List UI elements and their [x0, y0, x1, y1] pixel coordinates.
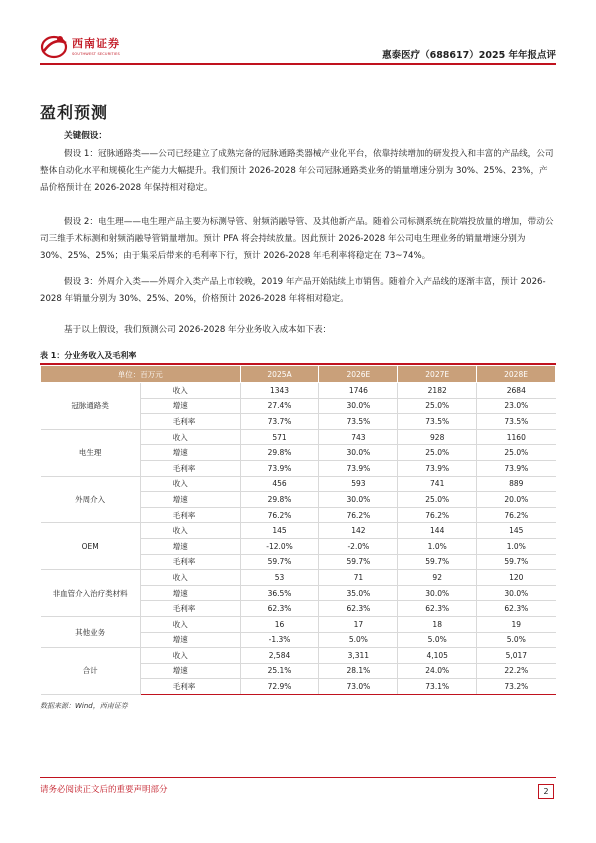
table-cell: 741	[398, 476, 477, 492]
table-cell: 35.0%	[319, 585, 398, 601]
table-row	[41, 616, 556, 632]
table-row	[41, 523, 556, 539]
table-cell: 17	[319, 616, 398, 632]
segment-name: 非血管介入治疗类材料	[41, 570, 141, 617]
metric-label: 增速	[140, 538, 240, 554]
segment-name: OEM	[41, 523, 141, 570]
table-cell: 593	[319, 476, 398, 492]
table-cell: 25.0%	[398, 492, 477, 508]
table-row	[41, 429, 556, 445]
table-cell: 30.0%	[319, 492, 398, 508]
segment-name: 合计	[41, 648, 141, 695]
table-cell: 29.8%	[240, 445, 319, 461]
table-cell: 1160	[477, 429, 556, 445]
table-cell: 889	[477, 476, 556, 492]
table-cell: 30.0%	[398, 585, 477, 601]
table-cell: 25.1%	[240, 663, 319, 679]
table-row	[41, 476, 556, 492]
table-cell: 73.5%	[398, 414, 477, 430]
table-cell: 5.0%	[398, 632, 477, 648]
table-cell: 743	[319, 429, 398, 445]
metric-label: 收入	[140, 429, 240, 445]
table-cell: 30.0%	[319, 398, 398, 414]
table-row	[41, 570, 556, 586]
table-cell: 16	[240, 616, 319, 632]
table-cell: 73.7%	[240, 414, 319, 430]
table-cell: 1343	[240, 383, 319, 399]
table-cell: 20.0%	[477, 492, 556, 508]
table-cell: 36.5%	[240, 585, 319, 601]
table-cell: 5.0%	[477, 632, 556, 648]
table-cell: 120	[477, 570, 556, 586]
metric-label: 增速	[140, 492, 240, 508]
year-header: 2025A	[240, 366, 319, 383]
table-cell: 3,311	[319, 648, 398, 664]
report-title: 惠泰医疗（688617）2025 年年报点评	[382, 50, 556, 61]
table-cell: 73.2%	[477, 679, 556, 695]
table-cell: 5,017	[477, 648, 556, 664]
metric-label: 毛利率	[140, 554, 240, 570]
table-cell: 25.0%	[398, 398, 477, 414]
metric-label: 收入	[140, 648, 240, 664]
table-cell: 59.7%	[398, 554, 477, 570]
table-cell: 76.2%	[398, 507, 477, 523]
metric-label: 毛利率	[140, 601, 240, 617]
assumption-summary: 基于以上假设，我们预测公司 2026-2028 年分业务收入成本如下表：	[64, 325, 332, 335]
table-cell: 73.9%	[240, 460, 319, 476]
table-cell: 4,105	[398, 648, 477, 664]
table-cell: 1746	[319, 383, 398, 399]
table-cell: 25.0%	[398, 445, 477, 461]
assumptions-heading: 关键假设：	[64, 131, 107, 141]
table-cell: 27.4%	[240, 398, 319, 414]
page-number: 2	[538, 784, 554, 799]
table-cell: 571	[240, 429, 319, 445]
table-cell: 92	[398, 570, 477, 586]
table-cell: 59.7%	[240, 554, 319, 570]
table-cell: 19	[477, 616, 556, 632]
table-cell: 18	[398, 616, 477, 632]
table-cell: 142	[319, 523, 398, 539]
unit-header: 单位：百万元	[41, 366, 241, 383]
table-cell: -1.3%	[240, 632, 319, 648]
metric-label: 收入	[140, 476, 240, 492]
metric-label: 毛利率	[140, 414, 240, 430]
metric-label: 毛利率	[140, 679, 240, 695]
table-cell: 23.0%	[477, 398, 556, 414]
section-title: 盈利预测	[40, 103, 109, 122]
table-cell: 2,584	[240, 648, 319, 664]
year-header: 2026E	[319, 366, 398, 383]
table-cell: 71	[319, 570, 398, 586]
table-cell: 59.7%	[477, 554, 556, 570]
metric-label: 收入	[140, 570, 240, 586]
table-cell: 5.0%	[319, 632, 398, 648]
table-cell: 1.0%	[398, 538, 477, 554]
table-caption: 表 1：分业务收入及毛利率	[40, 351, 137, 360]
metric-label: 增速	[140, 398, 240, 414]
table-cell: 62.3%	[477, 601, 556, 617]
table-cell: 76.2%	[477, 507, 556, 523]
table-cell: 2684	[477, 383, 556, 399]
assumption-1: 假设 1：冠脉通路类——公司已经建立了成熟完备的冠脉通路类器械产业化平台，依靠持续增加的研发投入和丰富的产品线，公司整体自动化水平和规模化生产能力大幅提升。我们预计 2026-2028 年公司冠脉通路类业务的销量增速分别为 30%、25%、23%，产品价格预计在 2026-2028 年保持相对稳定。	[40, 149, 554, 193]
table-cell: 72.9%	[240, 679, 319, 695]
logo-name-cn: 西南证券	[72, 37, 120, 50]
table-cell: 144	[398, 523, 477, 539]
footer-divider	[40, 777, 556, 778]
table-cell: 73.9%	[398, 460, 477, 476]
metric-label: 收入	[140, 523, 240, 539]
segment-name: 外周介入	[41, 476, 141, 523]
company-logo	[40, 33, 120, 59]
metric-label: 收入	[140, 383, 240, 399]
table-cell: 456	[240, 476, 319, 492]
table-cell: 28.1%	[319, 663, 398, 679]
table-row	[41, 383, 556, 399]
metric-label: 毛利率	[140, 507, 240, 523]
table-cell: 30.0%	[477, 585, 556, 601]
table-cell: 73.9%	[319, 460, 398, 476]
table-cell: 73.0%	[319, 679, 398, 695]
year-header: 2028E	[477, 366, 556, 383]
metric-label: 增速	[140, 632, 240, 648]
page-header	[40, 33, 556, 65]
table-cell: 29.8%	[240, 492, 319, 508]
table-cell: 53	[240, 570, 319, 586]
year-header: 2027E	[398, 366, 477, 383]
table-cell: 62.3%	[240, 601, 319, 617]
disclaimer-notice: 请务必阅读正文后的重要声明部分	[40, 785, 168, 795]
metric-label: 增速	[140, 663, 240, 679]
table-cell: 73.9%	[477, 460, 556, 476]
revenue-margin-table	[40, 365, 556, 695]
table-header-row	[41, 366, 556, 383]
metric-label: 收入	[140, 616, 240, 632]
table-cell: 928	[398, 429, 477, 445]
segment-name: 电生理	[41, 429, 141, 476]
table-cell: -2.0%	[319, 538, 398, 554]
assumption-3: 假设 3：外周介入类——外周介入类产品上市较晚，2019 年产品开始陆续上市销售。随着介入产品线的逐渐丰富，预计 2026-2028 年销量分别为 30%、25%、20%，价格预计 2026-2028 年将相对稳定。	[40, 277, 546, 304]
segment-name: 冠脉通路类	[41, 383, 141, 430]
table-cell: 25.0%	[477, 445, 556, 461]
data-source: 数据来源：Wind，西南证券	[40, 702, 128, 710]
metric-label: 增速	[140, 445, 240, 461]
table-cell: 76.2%	[240, 507, 319, 523]
table-cell: 30.0%	[319, 445, 398, 461]
metric-label: 毛利率	[140, 460, 240, 476]
metric-label: 增速	[140, 585, 240, 601]
table-cell: 73.1%	[398, 679, 477, 695]
header-divider	[40, 63, 556, 65]
segment-name: 其他业务	[41, 616, 141, 647]
table-cell: 73.5%	[319, 414, 398, 430]
table-cell: 24.0%	[398, 663, 477, 679]
table-cell: 73.5%	[477, 414, 556, 430]
table-cell: -12.0%	[240, 538, 319, 554]
table-cell: 145	[477, 523, 556, 539]
assumption-2: 假设 2：电生理——电生理产品主要为标测导管、射频消融导管、及其他新产品。随着公司标测系统在院端投放量的增加，带动公司三维手术标测和射频消融导管销量增加。预计 PFA 将会持续放量。因此预计 2026-2028 年公司电生理业务的销量增速分别为 30%、25%、25%；由于集采后带来的毛利率下行，预计 2026-2028 年毛利率将稳定在 73~74%。	[40, 217, 554, 261]
table-cell: 62.3%	[398, 601, 477, 617]
table-cell: 62.3%	[319, 601, 398, 617]
table-cell: 76.2%	[319, 507, 398, 523]
table-row	[41, 648, 556, 664]
table-cell: 145	[240, 523, 319, 539]
table-cell: 2182	[398, 383, 477, 399]
table-cell: 1.0%	[477, 538, 556, 554]
logo-name-en: SOUTHWEST SECURITIES	[72, 52, 120, 56]
logo-mark-icon	[40, 33, 68, 59]
table-cell: 22.2%	[477, 663, 556, 679]
table-cell: 59.7%	[319, 554, 398, 570]
